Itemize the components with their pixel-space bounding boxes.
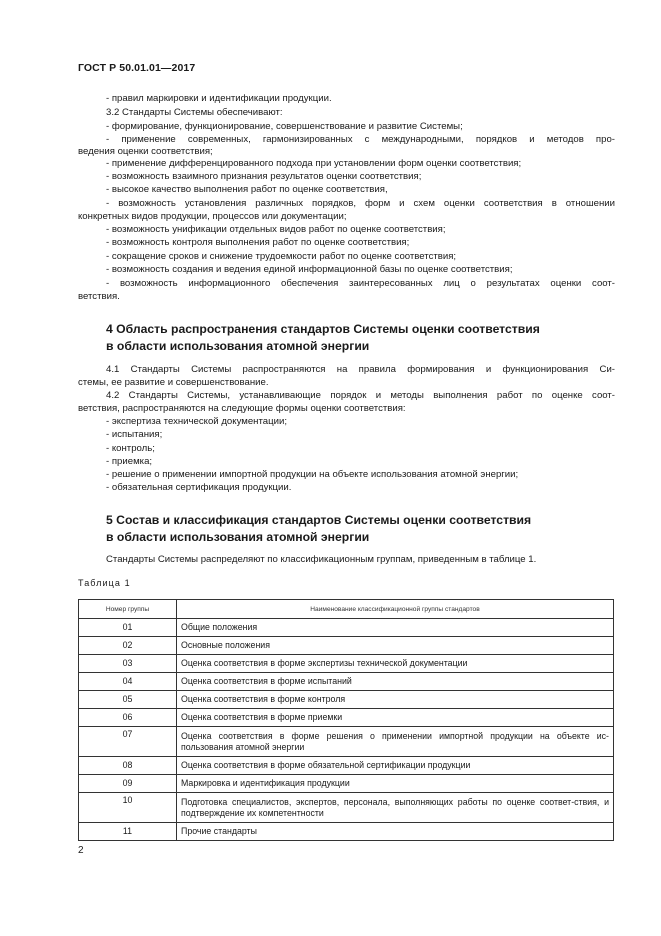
section-5-intro: Стандарты Системы распределяют по классификационным группам, приведенным в таблице 1. [106, 554, 537, 565]
table-row [79, 655, 614, 673]
text-line: - применение дифференцированного подхода при установлении форм оценки соответствия; [106, 158, 522, 169]
text-line: стемы, ее развитие и совершенствование. [78, 377, 269, 388]
text-line: ветствия, распространяются на следующие формы оценки соответствия: [78, 403, 406, 414]
section-5-heading-cont: в области использования атомной энергии [106, 530, 370, 544]
group-name: Подготовка специалистов, экспертов, персонала, выполняющих работы по оценке соответ-ствия, и подтверждение их компетентности [177, 793, 614, 823]
group-name: Оценка соответствия в форме решения о применении импортной продукции на объекте ис-пользования атомной энергии [177, 727, 614, 757]
group-number: 09 [79, 775, 177, 793]
text-line: 4.1 Стандарты Системы распространяются на правила формирования и функционирования Си- [106, 364, 615, 375]
group-number: 06 [79, 709, 177, 727]
table-row [79, 691, 614, 709]
group-number: 07 [79, 727, 177, 757]
table-caption: Таблица 1 [78, 578, 131, 588]
text-line: - возможность унификации отдельных видов работ по оценке соответствия; [106, 224, 446, 235]
section-4-heading-cont: в области использования атомной энергии [106, 339, 370, 353]
group-number: 05 [79, 691, 177, 709]
text-line: - правил маркировки и идентификации продукции. [106, 93, 332, 104]
table-row [79, 727, 614, 757]
text-line: - экспертиза технической документации; [106, 416, 287, 427]
group-number: 11 [79, 823, 177, 841]
column-header-name: Наименование классификационной группы стандартов [177, 600, 614, 619]
group-number: 04 [79, 673, 177, 691]
text-line: - сокращение сроков и снижение трудоемкости работ по оценке соответствия; [106, 251, 457, 262]
page-number: 2 [78, 845, 84, 856]
table-header-row [79, 600, 614, 619]
group-name: Оценка соответствия в форме испытаний [177, 673, 614, 691]
text-line: - контроль; [106, 443, 155, 454]
table-row [79, 823, 614, 841]
text-line: - возможность установления различных порядков, форм и схем оценки соответствия в отношении [106, 198, 615, 209]
group-name: Оценка соответствия в форме экспертизы технической документации [177, 655, 614, 673]
group-number: 10 [79, 793, 177, 823]
group-name: Маркировка и идентификация продукции [177, 775, 614, 793]
text-line: - формирование, функционирование, совершенствование и развитие Системы; [106, 121, 463, 132]
table-row [79, 673, 614, 691]
group-name: Оценка соответствия в форме обязательной сертификации продукции [177, 757, 614, 775]
section-5-heading: 5 Состав и классификация стандартов Системы оценки соответствия [106, 513, 532, 527]
group-name: Оценка соответствия в форме приемки [177, 709, 614, 727]
text-line: - возможность контроля выполнения работ по оценке соответствия; [106, 237, 410, 248]
text-line: 4.2 Стандарты Системы, устанавливающие порядок и методы выполнения работ по оценке соот- [106, 390, 615, 401]
text-line: ведения оценки соответствия; [78, 146, 213, 157]
text-line: - решение о применении импортной продукции на объекте использования атомной энергии; [106, 469, 519, 480]
text-line: - испытания; [106, 429, 163, 440]
classification-table [78, 599, 614, 841]
text-line: 3.2 Стандарты Системы обеспечивают: [106, 107, 283, 118]
text-line: - возможность взаимного признания результатов оценки соответствия; [106, 171, 422, 182]
text-line: - возможность создания и ведения единой информационной базы по оценке соответствия; [106, 264, 513, 275]
table-row [79, 775, 614, 793]
group-number: 08 [79, 757, 177, 775]
table-row [79, 619, 614, 637]
table-row [79, 757, 614, 775]
group-name: Общие положения [177, 619, 614, 637]
column-header-number: Номер группы [79, 600, 177, 619]
text-line: - возможность информационного обеспечения заинтересованных лиц о результатах оценки соот- [106, 278, 615, 289]
text-line: - применение современных, гармонизированных с международными, порядков и методов про- [106, 134, 615, 145]
group-number: 01 [79, 619, 177, 637]
table-row [79, 637, 614, 655]
section-4-heading: 4 Область распространения стандартов Системы оценки соответствия [106, 322, 540, 336]
group-number: 02 [79, 637, 177, 655]
group-name: Прочие стандарты [177, 823, 614, 841]
group-name: Основные положения [177, 637, 614, 655]
table-row [79, 709, 614, 727]
text-line: - приемка; [106, 456, 153, 467]
table-row [79, 793, 614, 823]
text-line: - обязательная сертификация продукции. [106, 482, 292, 493]
document-header: ГОСТ Р 50.01.01—2017 [78, 62, 196, 74]
group-name: Оценка соответствия в форме контроля [177, 691, 614, 709]
text-line: - высокое качество выполнения работ по оценке соответствия, [106, 184, 388, 195]
text-line: ветствия. [78, 291, 120, 302]
text-line: конкретных видов продукции, процессов или документации; [78, 211, 347, 222]
group-number: 03 [79, 655, 177, 673]
